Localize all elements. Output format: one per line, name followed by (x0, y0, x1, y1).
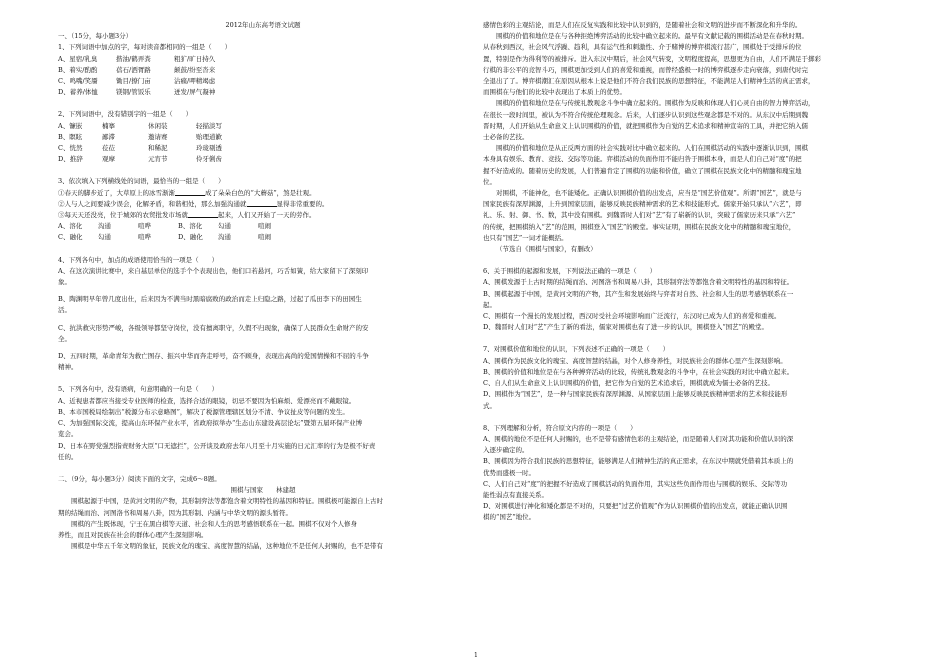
q2-stem: 2、下列词语中，没有错别字的一组是（ ） (58, 110, 193, 119)
opt-cell: 镁钢/管饭乐 (116, 88, 151, 97)
q4-option-b: B、陶渊明早年曾几度出仕，后来因为不满当时黑暗腐败的政治而走上归隐之路，过起了瓜田李下的田园生 (58, 295, 362, 304)
article-paragraph-1: 围棋起源于中国，是黄河文明的产物，其形制弈法等都饱含着文明特性的基因和特征。围棋极可能源自上古时 (71, 497, 383, 506)
article-para-line: 围棋的价值和地位是在与传统礼教观念斗争中确立起来的。围棋作为反映和体现人们心灵自由的智力博弈活动， (496, 99, 815, 108)
q7-option-c: C、自人们从生命意义上认识围棋的价值，把它作为自觉的艺术追求后，围棋就成为儒士必备的艺技。 (483, 379, 774, 388)
q8-option-c: C、人们自己对“度”的把握不好造成了围棋活动的负面作用，其实这些负面作用也与围棋的娱乐、交际等功 (483, 479, 788, 488)
opt-cell: D、蓄养/体恤 (58, 88, 98, 97)
opt-cell: 元宵节 (148, 155, 168, 164)
q3-sentence-1: ①春天的脚步近了，大草原上的冰雪渐渐 成了朵朵白色的“大蘑菇”，煞是壮观。 (58, 188, 316, 197)
opt-cell: 勾通 (218, 222, 231, 231)
q3-sentence-2: ②人与人之间要减少误会，化解矛盾，和谐相处，那么加强沟通就 显得非常重要的。 (58, 199, 329, 208)
page-number: 1 (474, 652, 478, 659)
q8-option-a-cont: 入逐步确定的。 (483, 446, 529, 455)
article-para-line: 士必备的艺技。 (483, 133, 529, 142)
opt-cell: D、融化 (178, 233, 203, 242)
opt-cell: B、溶化 (178, 222, 203, 231)
opt-cell: 蓓石/洒胥路 (116, 65, 151, 74)
q4-stem: 4、下列各句中，加点的成语使用恰当的一项是（ ） (58, 255, 219, 264)
article-paragraph-2-cont: 养性，而且对民族在社会的群体心理产生深刻影响。 (58, 530, 208, 539)
q5-option-d: D、日本在野党强烈指责财务大臣“口无遮拦”，公开谈及政府去年八月至十月实施的日元汇率的行为是极不好责 (58, 441, 376, 450)
opt-cell: 颠鼓/纷至沓来 (174, 65, 216, 74)
opt-cell: 和稀泥 (148, 144, 168, 153)
opt-cell: 玲珑剔透 (196, 144, 222, 153)
opt-cell: 沟通 (98, 222, 111, 231)
q2-option-a (58, 121, 468, 132)
opt-cell: C、融化 (58, 233, 83, 242)
article-cont-line: 行棋的非公平的竞智斗巧，围棋更加受到人们的喜爱和重视，而曾经盛极一时的博弈棋逐步走向衰落，到唐代时完 (483, 65, 808, 74)
q3-stem: 3、依次填入下列横线处的词语，最恰当的一组是（ ） (58, 177, 225, 186)
q6-stem: 6、关于围棋的起源和发展，下列说法正确的一项是（ ） (483, 267, 657, 276)
article-para-line: 的传统，把围棋纳入“艺”的范围，围棋登入“国艺”的殿堂。事实证明，围棋在民族文化中的精髓和瑰宝地位， (483, 222, 796, 231)
opt-cell: 休闲装 (148, 121, 168, 130)
q8-option-a: A、围棋的地位不是任何人封赐的，也不是带有感情色彩的主观结论，而是随着人们对其功能和价值认识的深 (483, 434, 794, 443)
opt-cell: C、鸣嘴/笑靥 (58, 77, 98, 86)
opt-cell: 粗犷/旷日持久 (174, 54, 216, 63)
article-paragraph-3: 围棋是中华五千年文明的象征，民族文化的瑰宝、高度智慧的结晶，这种地位不是任何人封赐的，也不是带有 (71, 542, 383, 551)
opt-cell: 沟通 (218, 233, 231, 242)
q4-option-d: D、五四时期，革命青年为救亡图存、振兴中华而奔走呼号，奋不顾身，表现出高尚的爱国情操和不屈的斗争 (58, 352, 369, 361)
opt-cell: A、镰嵌 (58, 121, 83, 130)
article-para-line: 国家民族有深厚渊源，上升到国家层面，能够反映民族精神需求的艺术和技能形式。儒家开始只承认“六艺”，即 (483, 200, 802, 209)
q1-option-c (58, 76, 468, 87)
q7-option-a: A、围棋作为民族文化的瑰宝、高度智慧的结晶，对个人修身养性，对民族社会的群体心里产生深刻影响。 (483, 356, 787, 365)
article-cont-line: 置，特别是作为得利等的被排斥。进入东汉中期后，社会风气转变，文明程度提高，思想更为自由，人们不满足于掷彩 (483, 54, 821, 63)
q4-option-c: C、抗洪救灾形势严峻，各级领导都坚守岗位，没有擅离职守，久假不归现象，确保了人民群众生命财产的安 (58, 323, 369, 332)
opt-cell: 喧闹 (258, 233, 271, 242)
q5-option-a: A、近视患者都应当接受专业医师的检查，选择合适的眼镜，切忌不要因为怕麻烦、爱漂亮而不戴眼镜。 (58, 396, 356, 405)
q8-option-d: D、对围棋进行神化和矮化都是不对的，只要把“过艺价值观”作为认识围棋价值的出发点，就能正确认识围 (483, 502, 788, 511)
opt-cell: 沾瘊/呷精竭虑 (174, 77, 216, 86)
article-paragraph-1-cont: 期的结绳而治、河图洛书和周易八卦，因为其形制、内涵与中华文明的源头暂符。 (58, 508, 292, 517)
q5-option-c-cont: 览会。 (58, 430, 78, 439)
q4-option-b-cont: 活。 (58, 306, 71, 315)
part1-header: 一、（15分，每小题3分） (58, 32, 133, 41)
opt-cell: 喧哗 (138, 233, 151, 242)
q7-option-d: D、围棋作为“国艺”，是一种与国家民族有深厚渊源、从国家层面上能够反映民族精神需求的艺术和技能形 (483, 390, 788, 399)
answer-blank (247, 199, 277, 207)
q6-option-c: C、围棋有一个漫长的发展过程，西汉时受社会环境影响而广泛流行，东汉时已成为人们的喜爱和重视。 (483, 312, 781, 321)
q3-options-ab (58, 221, 468, 232)
q7-option-d-cont: 式。 (483, 401, 496, 410)
opt-cell: 迸发/屏气凝神 (174, 88, 216, 97)
right-column (483, 20, 895, 524)
q2-option-d (58, 154, 468, 165)
article-para-line: 对围棋，不能神化，也不能矮化。正确认识围棋价值的出发点，应当是“国艺价值观”。所谓“国艺”，就是与 (496, 189, 802, 198)
article-para-line: 围棋的价值和地位是从正反两方面的社会实践对比中确立起来的。人们在围棋活动的实践中逐渐认识到，围棋 (496, 144, 808, 153)
opt-cell: 锄目/撩门亩 (116, 77, 151, 86)
opt-cell: 伶牙俐齿 (196, 155, 222, 164)
part2-header: 二、（9分，每小题3分）阅读下面的文字，完成6～8题。 (58, 474, 221, 483)
article-paragraph-2: 围棋的产生既体现，宁王在黑白棋等天道、社会和人生的思考感悟联系在一起。围棋不仅对个人修身 (71, 519, 357, 528)
answer-blank (175, 188, 205, 196)
opt-cell: B、瞑眩 (58, 132, 83, 141)
opt-cell: A、溶化 (58, 222, 83, 231)
opt-cell: 鄙滞 (102, 132, 115, 141)
article-title: 围棋与国家 林建超 (230, 486, 296, 495)
q2-option-b (58, 132, 468, 143)
q1-option-a (58, 54, 468, 65)
article-para-line: 位。 (483, 177, 496, 186)
opt-cell: B、着实/酌酌 (58, 65, 98, 74)
q3-sentence-3: ③每天天还没亮，位于城郊的农贸批发市场就 起来，人们又开始了一天的劳作。 (58, 211, 316, 220)
q3-options-cd (58, 232, 468, 243)
q5-option-d-cont: 任的。 (58, 452, 78, 461)
article-para-line: 握不好造成的。随着历史的发展，人们普遍肯定了围棋的功能和价值，确立了围棋在民族文化中的精髓和瑰宝地 (483, 166, 802, 175)
q4-option-d-cont: 精神。 (58, 363, 78, 372)
article-cont-line: 而围棋在与他们的比较中表现出了本质上的优势。 (483, 88, 626, 97)
opt-cell: 楠搴 (102, 121, 115, 130)
article-para-line: 也只有“国艺”一词才能概括。 (483, 233, 568, 242)
opt-cell: A、星宿/乳臭 (58, 54, 98, 63)
q8-option-c-cont: 能性弱点有直接关系。 (483, 490, 548, 499)
q8-option-b: B、围棋因为符合我们民族的思想特征，能够满足人们精神生活的真正需求，在东汉中期就凭借着其本质上的 (483, 457, 794, 466)
q1-stem: 1、下列词语中加点的字，每对读音都相同的一组是（ ） (58, 43, 232, 52)
opt-cell: 贻理道歉 (196, 132, 222, 141)
opt-cell: 喧哗 (138, 222, 151, 231)
opt-cell: 揩油/鹤弄粪 (116, 54, 151, 63)
q5-stem: 5、下列各句中，没有语病，句意明确的一句是（ ） (58, 385, 219, 394)
opt-cell: 勾通 (98, 233, 111, 242)
article-cont-line: 围棋的价值和地位是在与各种拒绝博弈活动的比较中确立起来的。最早有文献记载的围棋活动是在春秋时期。 (496, 32, 808, 41)
q8-stem: 8、下列理解和分析，符合原文内容的一项是（ ） (483, 423, 637, 432)
opt-cell: 喧闹 (258, 222, 271, 231)
q5-option-b: B、本市国税局绘制出“税源分布示意略图”，解决了税源管理辖区划分不清、争议扯皮等问题的发生。 (58, 407, 349, 416)
article-para-line: 本身具有娱乐、教育、竞技、交际等功能。弈棋活动的负面作用不能归咎于围棋本身，而是人们自己对“度”的把 (483, 155, 802, 164)
q5-option-c: C、为加强国际交流，提高山东环保产业水平，省政府拟举办“生态山东建设高层论坛”暨第五届环保产业博 (58, 419, 363, 428)
q1-option-d (58, 87, 468, 98)
left-column (58, 20, 468, 552)
q1-option-b (58, 65, 468, 76)
article-cont-line: 感情色彩的主观结论，而是人们在反复实践和比较中认识到的，是随着社会和文明的进步而不断深化和升华的。 (483, 21, 802, 29)
opt-cell: 邀请赛 (148, 132, 168, 141)
article-para-line: 晋时期，人们开始从生命意义上认识围棋的价值，就把围棋作为自觉的艺术追求和精神宣寄的工具，并把它纳入儒 (483, 121, 808, 130)
q6-option-b: B、围棋起源于中国，是黄河文明的产物，其产生和发展始终与弈者对自然、社会和人生的思考感悟联系在一 (483, 289, 794, 298)
q7-option-b: B、围棋的价值和地位是在与各种搏弈活动的比较，传统礼教观念的斗争中，在社会实践的对比中确立起来。 (483, 367, 794, 376)
q4-option-a: A、在这次演讲比赛中，来自基层单位的选手个个表现出色，他们口若悬河，巧舌如簧，给大家留下了深刻印 (58, 266, 369, 275)
answer-blank (188, 210, 218, 218)
q8-option-d-cont: 棋的“国艺”地位。 (483, 513, 536, 522)
opt-cell: 莅莅 (102, 144, 115, 153)
article-cont-line: 从春秋到西汉，社会风气浮躁、趋利，具有运气性和刺激性、介于赌博的博弈棋流行甚广，围棋处于受排斥的位 (483, 43, 802, 52)
article-para-line: 在很长一段时间里，被认为不符合传统伦理观念。后来，人们逐步认识到这些观念都是不对的。从东汉中后期到魏 (483, 110, 808, 119)
q4-option-c-cont: 全。 (58, 334, 71, 343)
article-para-line: 礼、乐、射、御、书、数，其中没有围棋。到魏晋时人们对“艺”有了崭新的认识，突破了儒家历来只承“六艺” (483, 211, 796, 220)
q4-option-a-cont: 象。 (58, 278, 71, 287)
opt-cell: 轻描淡写 (196, 121, 222, 130)
q6-option-d: D、魏晋时人们对“艺”产生了新的看法，儒家对围棋也有了进一步的认识，围棋登入“国艺”的殿堂。 (483, 323, 769, 332)
q6-option-b-cont: 起。 (483, 300, 496, 309)
article-source: （节选自《围棋与国家》，有删改） (496, 245, 597, 254)
exam-title: 2012年山东高考语文试题 (225, 21, 301, 29)
q8-option-b-cont: 优势而盛极一时。 (483, 468, 535, 477)
article-cont-line: 全退出了了。博弈棋潮汇在原因从根本上说是他们不符合我们民族的思想特征，不能满足人们精神生活的真正需求， (483, 77, 815, 86)
q7-stem: 7、对围棋价值和地位的认识，下列表述不正确的一项是（ ） (483, 345, 670, 354)
opt-cell: 观摩 (102, 155, 115, 164)
opt-cell: C、恍然 (58, 144, 83, 153)
opt-cell: D、推辞 (58, 155, 83, 164)
q2-option-c (58, 143, 468, 154)
q6-option-a: A、围棋发源于上古时期的结绳而治、河图洛书和周易八卦，其形制弈法等都饱含着文明特性的基因和特征。 (483, 278, 794, 287)
